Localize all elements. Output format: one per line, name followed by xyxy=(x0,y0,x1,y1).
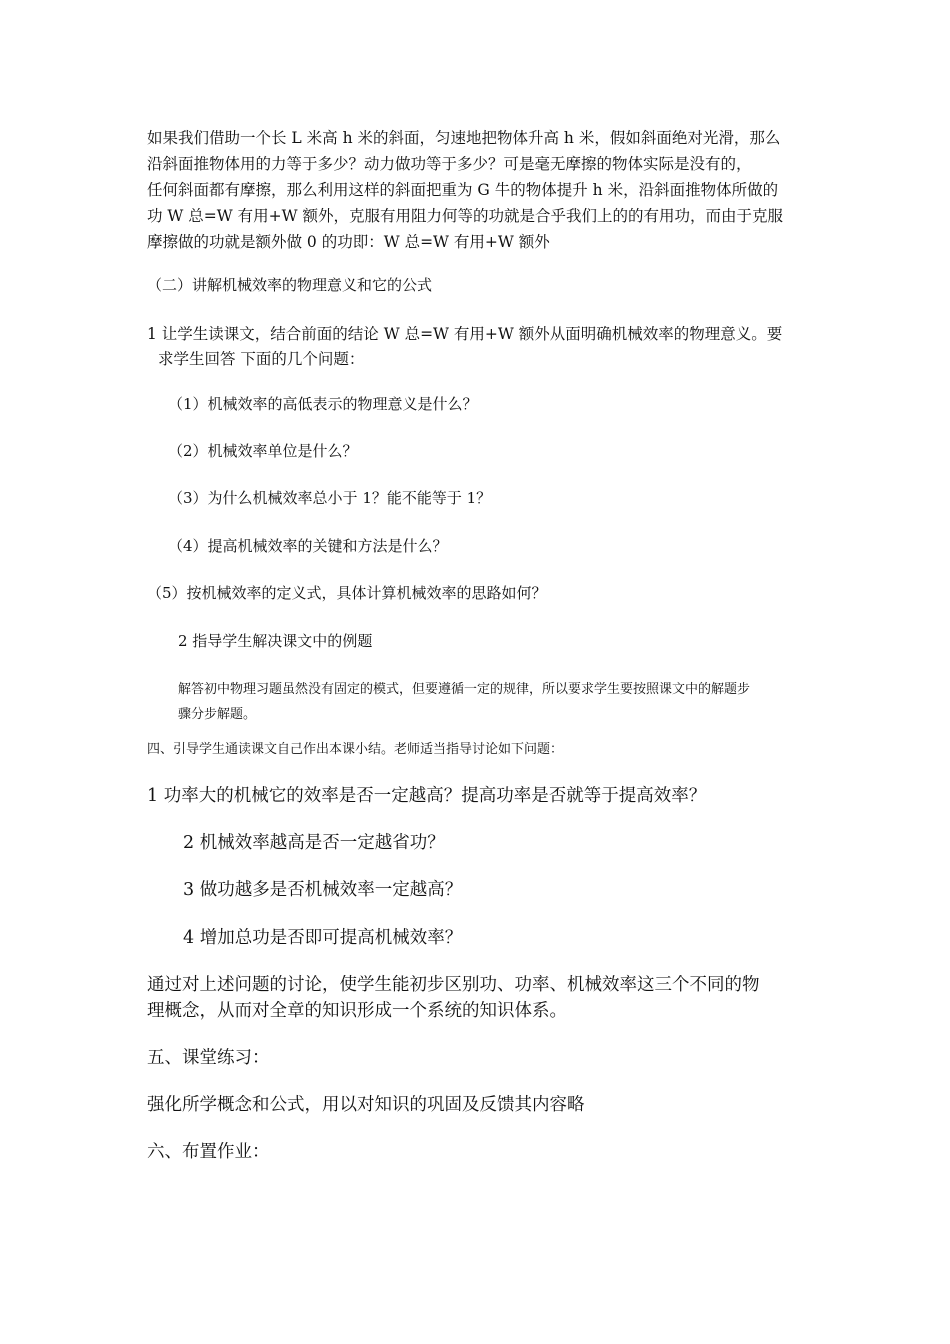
intro-line: 摩擦做的功就是额外做 0 的功即：W 总=W 有用+W 额外 xyxy=(147,233,550,251)
section-two-heading: （二）讲解机械效率的物理意义和它的公式 xyxy=(147,276,433,294)
section-five-body: 强化所学概念和公式，用以对知识的巩固及反馈其内容略 xyxy=(147,1095,585,1115)
intro-line: 任何斜面都有摩擦，那么利用这样的斜面把重为 G 牛的物体提升 h 米，沿斜面推物体所做的 xyxy=(147,181,779,199)
discussion-item: 1 功率大的机械它的效率是否一定越高？提高功率是否就等于提高效率？ xyxy=(147,786,707,806)
intro-line: 如果我们借助一个长 L 米高 h 米的斜面，匀速地把物体升高 h 米，假如斜面绝对光滑，那么 xyxy=(147,129,781,147)
question-item: （4）提高机械效率的关键和方法是什么？ xyxy=(168,537,448,555)
question-item: （5）按机械效率的定义式，具体计算机械效率的思路如何？ xyxy=(147,584,547,602)
section-four: 四、引导学生通读课文自己作出本课小结。老师适当指导讨论如下问题： xyxy=(147,742,564,757)
item-one-line: 1 让学生读课文，结合前面的结论 W 总=W 有用+W 额外从面明确机械效率的物理意义。要 xyxy=(147,325,783,343)
question-item: （2）机械效率单位是什么？ xyxy=(168,442,358,460)
section-six: 六、布置作业： xyxy=(147,1142,270,1162)
question-item: （3）为什么机械效率总小于 1？能不能等于 1？ xyxy=(168,489,492,507)
discussion-item: 2 机械效率越高是否一定越省功？ xyxy=(183,833,445,853)
intro-line: 沿斜面推物体用的力等于多少？动力做功等于多少？可是毫无摩擦的物体实际是没有的， xyxy=(147,155,752,173)
intro-line: 功 W 总=W 有用+W 额外，克服有用阻力何等的功就是合乎我们上的的有用功，而由于克服 xyxy=(147,207,783,225)
conclusion-line: 通过对上述问题的讨论，使学生能初步区别功、功率、机械效率这三个不同的物 xyxy=(147,975,760,995)
question-item: （1）机械效率的高低表示的物理意义是什么？ xyxy=(168,395,478,413)
section-five: 五、课堂练习： xyxy=(147,1048,270,1068)
conclusion-line: 理概念，从而对全章的知识形成一个系统的知识体系。 xyxy=(147,1001,567,1021)
item-two: 2 指导学生解决课文中的例题 xyxy=(178,632,373,650)
item-two-body-line: 骤分步解题。 xyxy=(178,707,257,722)
discussion-item: 3 做功越多是否机械效率一定越高？ xyxy=(183,880,463,900)
item-two-body-line: 解答初中物理习题虽然没有固定的模式，但要遵循一定的规律，所以要求学生要按照课文中的解题步 xyxy=(178,682,751,697)
discussion-item: 4 增加总功是否即可提高机械效率？ xyxy=(183,928,463,948)
item-one-line: 求学生回答 下面的几个问题： xyxy=(158,350,365,368)
